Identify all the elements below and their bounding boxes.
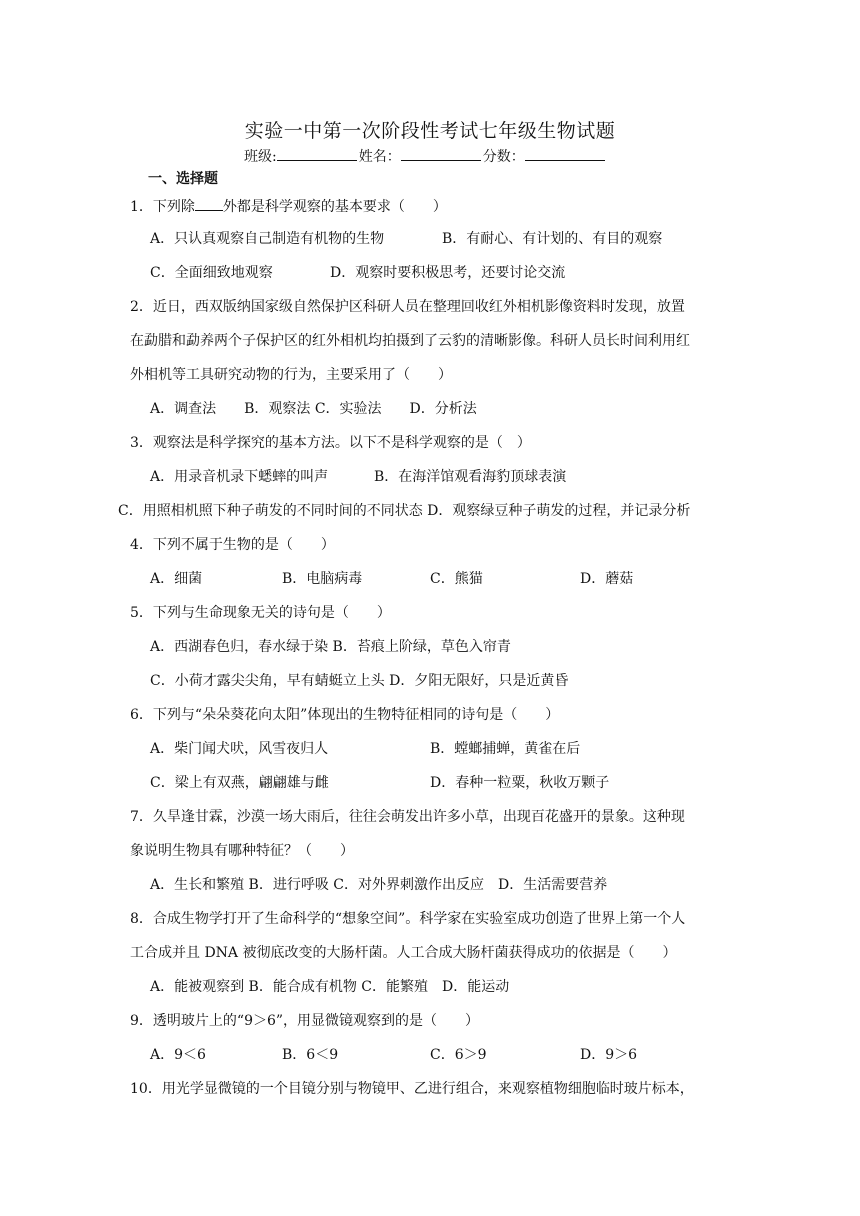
question-4-option-c: C．熊猫 — [430, 571, 483, 587]
question-3-option-cd: C．用照相机照下种子萌发的不同时间的不同状态 D．观察绿豆种子萌发的过程，并记录分析 — [118, 503, 691, 519]
question-6-option-d: D．春种一粒粟，秋收万颗子 — [430, 775, 610, 791]
question-9-option-a: A．9＜6 — [150, 1047, 206, 1063]
question-5-option-ab: A．西湖春色归，春水绿于染 B．苔痕上阶绿，草色入帘青 — [150, 639, 511, 655]
student-info-row — [244, 146, 607, 166]
question-1-stem-after: 外都是科学观察的基本要求（ ） — [222, 199, 447, 215]
question-5-option-cd: C．小荷才露尖尖角，早有蜻蜓立上头 D．夕阳无限好，只是近黄昏 — [150, 673, 569, 689]
question-3-stem: 3．观察法是科学探究的基本方法。以下不是科学观察的是（ ） — [130, 435, 531, 451]
question-6-option-b: B．螳螂捕蝉，黄雀在后 — [430, 741, 581, 757]
question-8-options: A．能被观察到 B．能合成有机物 C．能繁殖 D．能运动 — [150, 979, 510, 995]
question-7-line-1: 7．久旱逢甘霖，沙漠一场大雨后，往往会萌发出许多小草，出现百花盛开的景象。这种现 — [130, 809, 685, 825]
question-1-option-b: B．有耐心、有计划的、有目的观察 — [442, 231, 663, 247]
question-1-option-d: D．观察时要积极思考，还要讨论交流 — [330, 265, 566, 281]
question-10-line-1: 10．用光学显微镜的一个目镜分别与物镜甲、乙进行组合，来观察植物细胞临时玻片标本， — [130, 1081, 694, 1097]
question-9-option-d: D．9＞6 — [580, 1047, 638, 1063]
question-6-stem: 6．下列与“朵朵葵花向太阳”体现出的生物特征相同的诗句是（ ） — [130, 707, 560, 723]
question-1-stem-before: 1．下列除 — [130, 199, 195, 215]
class-label: 班级: — [244, 149, 277, 165]
question-9-option-c: C．6＞9 — [430, 1047, 487, 1063]
question-4-stem: 4．下列不属于生物的是（ ） — [130, 537, 335, 553]
question-8-line-1: 8．合成生物学打开了生命科学的“想象空间”。科学家在实验室成功创造了世界上第一个人 — [130, 911, 686, 927]
question-2-line-2: 在勐腊和勐养两个子保护区的红外相机均拍摄到了云豹的清晰影像。科研人员长时间利用红 — [130, 333, 690, 349]
question-4-option-d: D．蘑菇 — [580, 571, 634, 587]
question-5-stem: 5．下列与生命现象无关的诗句是（ ） — [130, 605, 391, 621]
question-1-stem — [130, 196, 447, 216]
question-3-option-a: A．用录音机录下蟋蟀的叫声 — [150, 469, 329, 485]
question-1-blank — [195, 196, 223, 211]
name-blank[interactable] — [401, 146, 481, 161]
score-blank[interactable] — [525, 146, 605, 161]
question-7-options: A．生长和繁殖 B．进行呼吸 C．对外界刺激作出反应 D．生活需要营养 — [150, 877, 608, 893]
question-2-line-1: 2．近日，西双版纳国家级自然保护区科研人员在整理回收红外相机影像资料时发现，放置 — [130, 299, 685, 315]
exam-title: 实验一中第一次阶段性考试七年级生物试题 — [244, 120, 616, 142]
question-6-option-a: A．柴门闻犬吠，风雪夜归人 — [150, 741, 329, 757]
name-label: 姓名： — [358, 149, 401, 165]
score-label: 分数： — [482, 149, 525, 165]
question-4-option-b: B．电脑病毒 — [282, 571, 363, 587]
question-2-line-3: 外相机等工具研究动物的行为，主要采用了（ ） — [130, 367, 452, 383]
question-9-stem: 9．透明玻片上的“9＞6”，用显微镜观察到的是（ ） — [130, 1013, 480, 1029]
question-1-option-a: A．只认真观察自己制造有机物的生物 — [150, 231, 385, 247]
question-3-option-b: B．在海洋馆观看海豹顶球表演 — [374, 469, 567, 485]
question-9-option-b: B．6＜9 — [282, 1047, 339, 1063]
question-2-options: A．调查法 B．观察法 C．实验法 D．分析法 — [150, 401, 477, 417]
question-8-line-2: 工合成并且 DNA 被彻底改变的大肠杆菌。人工合成大肠杆菌获得成功的依据是（ ） — [130, 945, 677, 961]
question-7-line-2: 象说明生物具有哪种特征？（ ） — [130, 843, 354, 859]
question-4-option-a: A．细菌 — [150, 571, 203, 587]
question-6-option-c: C．梁上有双燕，翩翩雄与雌 — [150, 775, 329, 791]
class-blank[interactable] — [277, 146, 357, 161]
section-title: 一、选择题 — [148, 171, 218, 187]
question-1-option-c: C．全面细致地观察 — [150, 265, 273, 281]
